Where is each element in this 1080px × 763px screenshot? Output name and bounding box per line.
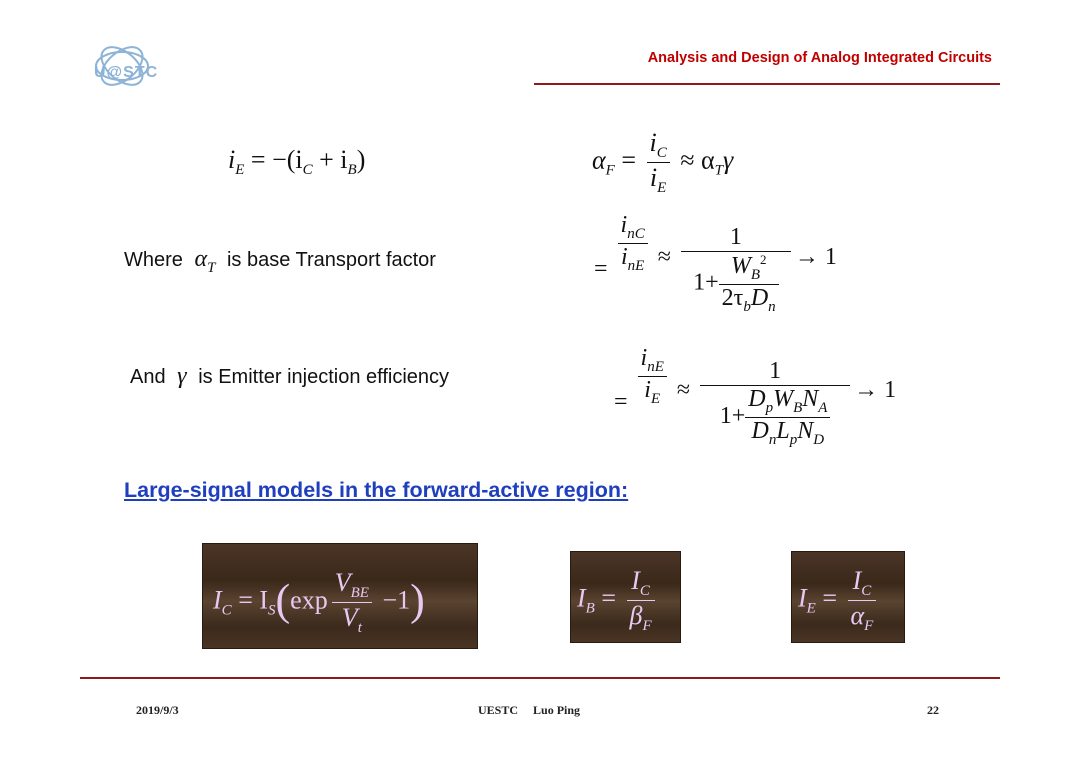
section-heading: Large-signal models in the forward-active region:: [124, 478, 629, 502]
footer-author: UESTC Luo Ping: [478, 703, 581, 717]
footer-divider: [80, 677, 1000, 679]
equation-alpha-f: $\alpha_F$ = $\frac{i_C}{i_E}$ ≈ $\alpha_T\gamma$: [592, 128, 734, 196]
header-title: Analysis and Design of Analog Integrated Circuits: [647, 50, 992, 66]
equation-alpha-t: = $\frac{i_{nC}}{i_{nE}}$ ≈ 1 1+ $\frac{W_B^2}{2\tau_bD_n}$ → 1: [594, 212, 837, 316]
model-box-ib: [570, 551, 681, 643]
where-line: Where $\alpha_T$ is base Transport factor: [124, 246, 436, 276]
model-ie-equation: $I_E$ = $\frac{I_C}{\alpha_F}$: [798, 566, 880, 635]
footer-date: 2019/9/3: [136, 703, 179, 717]
page-number: 22: [927, 703, 939, 717]
model-box-ie: [791, 551, 905, 643]
inline-gamma: γ: [177, 363, 187, 389]
equation-ie: $i_E = -(i_C + i_B)$: [228, 145, 366, 178]
header-divider: [534, 83, 1000, 85]
inline-alpha-t: $\alpha_T$: [194, 246, 216, 276]
uestc-logo: [82, 44, 182, 94]
equation-gamma: = $\frac{i_{nE}}{i_E}$ ≈ 1 1+ $\frac{D_pW_BN_A}{D_nL_pN_D}$ → 1: [614, 345, 897, 448]
model-ic-equation: $I_C = I_S(\exp$ $\frac{V_{BE}}{V_t}$ −1): [213, 568, 425, 636]
and-line: And γ is Emitter injection efficiency: [130, 363, 450, 389]
model-ib-equation: $I_B$ = $\frac{I_C}{\beta_F}$: [577, 566, 659, 635]
model-box-ic: [202, 543, 478, 649]
logo-text: U@STC: [94, 64, 159, 81]
